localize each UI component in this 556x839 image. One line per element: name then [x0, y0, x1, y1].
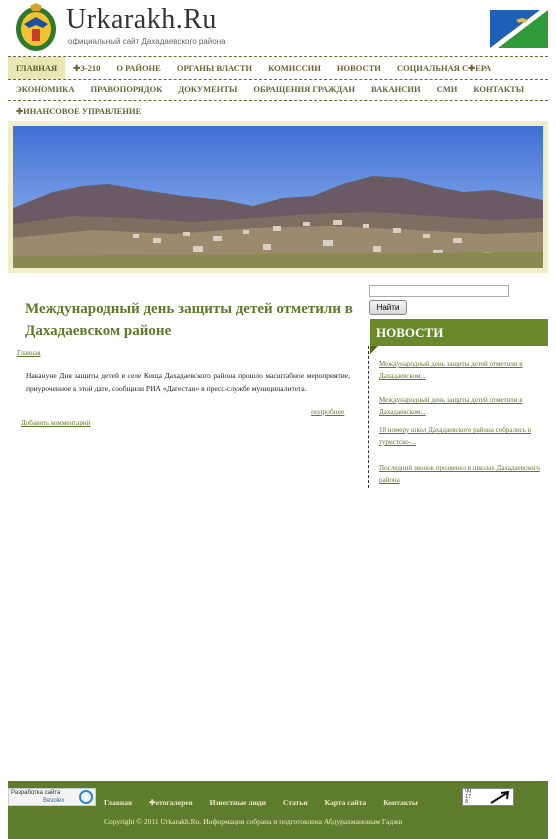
nav-item-law-order[interactable]: ПРАВОПОРЯДОК [90, 84, 163, 94]
news-list [368, 346, 545, 488]
article-body: Накануне Дня защиты детей в селе Кища Дахадаевского района прошло масштабное мероприятие, приуроченное к этой дате, сообщили РИА «Дагестан» в пресс-службе муниципалитета. [26, 371, 350, 393]
nav-item-contacts[interactable]: КОНТАКТЫ [473, 84, 525, 94]
nav-item-citizen-appeals[interactable]: ОБРАЩЕНИЯ ГРАЖДАН [253, 84, 356, 94]
footer-link-photo-gallery[interactable]: ✚отогалерея [149, 798, 193, 807]
developer-badge[interactable] [8, 788, 96, 806]
visitor-counter[interactable] [462, 788, 514, 806]
nav-item-documents[interactable]: ДОКУМЕНТЫ [178, 84, 238, 94]
nav-item-social-sphere[interactable]: СОЦИАЛЬНАЯ С✚ЕРА [396, 62, 492, 73]
nav-row-1 [8, 56, 548, 80]
counter-line: ЧЧ [465, 789, 472, 795]
footer-link-sitemap[interactable]: Карта сайта [324, 798, 367, 807]
footer-link-famous-people[interactable]: Известные люди [209, 798, 267, 807]
footer-links [104, 798, 435, 807]
nav-item-news[interactable]: НОВОСТИ [336, 63, 381, 73]
footer-link-articles[interactable]: Статьи [283, 798, 308, 807]
news-section-heading: НОВОСТИ [370, 319, 548, 346]
news-item[interactable]: Международный день защиты детей отметили в Дахадаевском... [379, 360, 523, 380]
region-flag [490, 10, 548, 48]
nav-item-about-district[interactable]: О РАЙОНЕ [116, 63, 161, 73]
add-comment-link[interactable]: Добавить комментарий [21, 419, 91, 427]
article-title[interactable]: Международный день защиты детей отметили в Дахадаевском районе [25, 301, 353, 339]
nav-row-3 [8, 100, 548, 122]
footer-link-home[interactable]: Главная [104, 798, 133, 807]
search-button[interactable]: Найти [369, 300, 407, 315]
nav-item-authorities[interactable]: ОРГАНЫ ВЛАСТИ [176, 63, 253, 73]
nav-item-economy[interactable]: ЭКОНОМИКА [16, 84, 75, 94]
nav-item-finance-department[interactable]: ✚ИНАНСОВОЕ УПРАВЛЕНИЕ [16, 105, 142, 116]
counter-line: 17 [465, 794, 472, 800]
counter-line: 8 [465, 799, 469, 805]
nav-item-vacancies[interactable]: ВАКАНСИИ [371, 84, 421, 94]
news-item[interactable]: Последний звонок прозвенел в школах Дахадаевского района [379, 464, 540, 484]
search-input[interactable] [369, 285, 509, 297]
footer [8, 781, 548, 839]
developer-badge-label: Разработка сайта [11, 790, 61, 796]
mountain-village-photo [13, 126, 543, 268]
developer-logo-icon [79, 790, 93, 804]
breadcrumb-home-link[interactable]: Главная [17, 349, 41, 357]
read-more-link[interactable]: подробнее [311, 407, 345, 416]
nav-item-media[interactable]: СМИ [436, 84, 458, 94]
nav-item-commissions[interactable]: КОМИССИИ [268, 63, 321, 73]
counter-arrow-icon [489, 791, 511, 805]
site-title[interactable]: Urkarakh.Ru [66, 4, 217, 35]
header-banner [8, 121, 548, 273]
site-logo-emblem[interactable] [12, 2, 60, 54]
news-item[interactable]: 18 номеру школ Дахадаевского района собрались в туристско-... [379, 426, 532, 446]
news-item[interactable]: Международный день защиты детей отметили в Дахадаевском... [379, 396, 523, 416]
nav-item-z210[interactable]: ✚З-210 [73, 62, 101, 73]
copyright-text: Copyright © 2011 Urkarakh.Ru. Информация собрана и подготовлена Абдурахмановым Гаджи [104, 817, 403, 826]
developer-name: Bevolex [43, 798, 65, 804]
nav-item-home[interactable]: ГЛАВНАЯ [8, 57, 65, 79]
nav-row-2 [8, 78, 548, 101]
footer-link-contacts[interactable]: Контакты [383, 798, 418, 807]
site-subtitle: официальный сайт Дахадаевского района [68, 37, 226, 46]
